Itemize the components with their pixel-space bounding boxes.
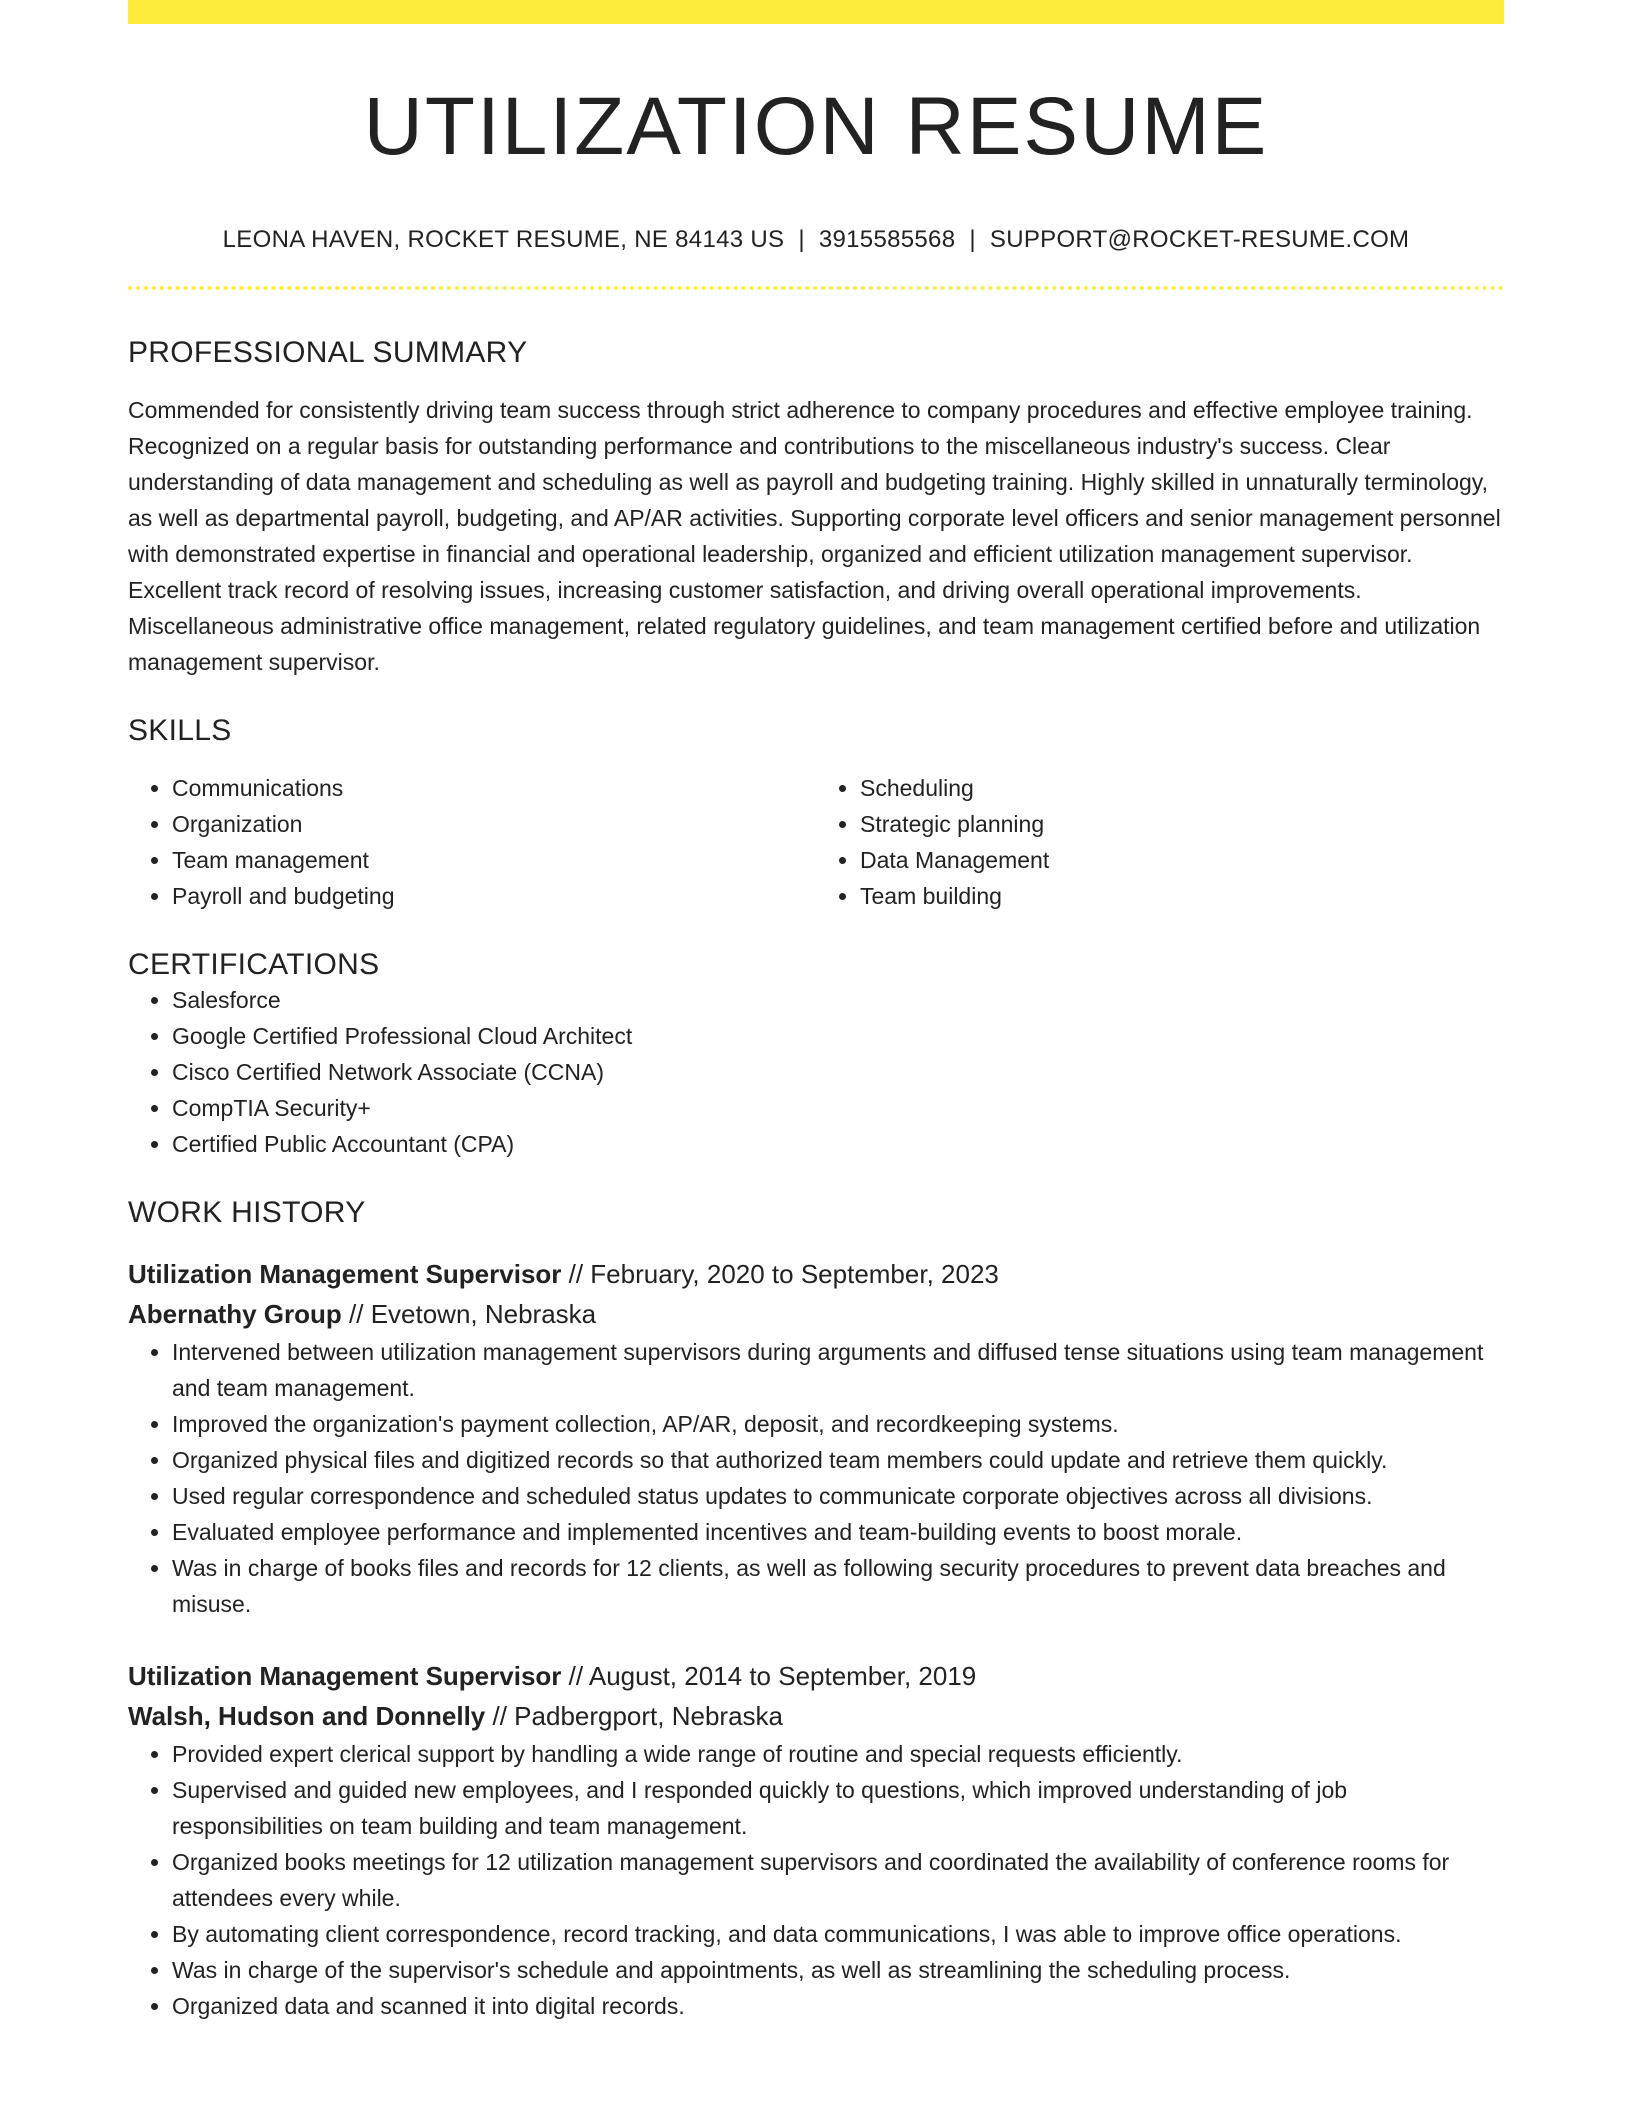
skill-item: • Payroll and budgeting: [172, 878, 816, 914]
job-title-line: [128, 1656, 1504, 1696]
certifications-heading: CERTIFICATIONS: [128, 948, 380, 982]
job-company: Abernathy Group: [128, 1299, 342, 1330]
contact-line: [128, 226, 1504, 254]
contact-phone: 3915585568: [818, 226, 956, 254]
skill-item: • Communications: [172, 770, 816, 806]
certification-item: • Salesforce: [172, 982, 1504, 1018]
job-dates: // February, 2020 to September, 2023: [561, 1259, 999, 1290]
certification-item: • CompTIA Security+: [172, 1090, 1504, 1126]
job-bullet-list: [128, 1736, 1504, 2024]
skills-list-right: [816, 770, 1504, 914]
summary-section: [128, 336, 1504, 680]
dotted-divider: [128, 286, 1504, 290]
job-company-line: [128, 1294, 1504, 1334]
skills-column-left: [128, 770, 816, 914]
job-title-line: [128, 1254, 1504, 1294]
resume-page: [128, 0, 1504, 2024]
certification-item: • Google Certified Professional Cloud Architect: [172, 1018, 1504, 1054]
summary-text: Commended for consistently driving team success through strict adherence to company procedures and effective employee training. Recognized on a regular basis for outstanding performance and contributions to the miscellaneous industry's success. Clear understanding of data management and scheduling as well as payroll and budgeting training. Highly skilled in unnaturally terminology, as well as departmental payroll, budgeting, and AP/AR activities. Supporting corporate level officers and senior management personnel with demonstrated expertise in financial and operational leadership, organized and efficient utilization management supervisor. Excellent track record of resolving issues, increasing customer satisfaction, and driving overall operational improvements. Miscellaneous administrative office management, related regulatory guidelines, and team management certified before and utilization management supervisor.: [128, 397, 1501, 676]
contact-email: SUPPORT@ROCKET-RESUME.COM: [989, 226, 1410, 254]
job-bullet: • Was in charge of the supervisor's schedule and appointments, as well as streamlining the scheduling process.: [172, 1952, 1504, 1988]
job-title: Utilization Management Supervisor: [128, 1661, 562, 1692]
job-bullet: • Used regular correspondence and scheduled status updates to communicate corporate objectives across all divisions.: [172, 1478, 1504, 1514]
skill-item: • Team management: [172, 842, 816, 878]
contact-separator: |: [798, 226, 805, 254]
accent-top-bar: [128, 0, 1504, 24]
job-bullet-list: [128, 1334, 1504, 1622]
skills-column-right: [816, 770, 1504, 914]
summary-heading: PROFESSIONAL SUMMARY: [128, 336, 528, 370]
certification-item: • Certified Public Accountant (CPA): [172, 1126, 1504, 1162]
skill-item: • Scheduling: [860, 770, 1504, 806]
job-bullet: • Evaluated employee performance and implemented incentives and team-building events to boost morale.: [172, 1514, 1504, 1550]
job-bullet: • Improved the organization's payment collection, AP/AR, deposit, and recordkeeping systems.: [172, 1406, 1504, 1442]
contact-address: LEONA HAVEN, ROCKET RESUME, NE 84143 US: [222, 226, 785, 254]
job-title: Utilization Management Supervisor: [128, 1259, 562, 1290]
skill-item: • Team building: [860, 878, 1504, 914]
job-bullet: • Was in charge of books files and records for 12 clients, as well as following security procedures to prevent data breaches and misuse.: [172, 1550, 1504, 1622]
job-bullet: • Organized books meetings for 12 utilization management supervisors and coordinated the availability of conference rooms for attendees every while.: [172, 1844, 1504, 1916]
job-company-line: [128, 1696, 1504, 1736]
skills-grid: [128, 770, 1504, 914]
skills-list-left: [128, 770, 816, 914]
job-bullet: • Organized data and scanned it into digital records.: [172, 1988, 1504, 2024]
contact-separator: |: [969, 226, 976, 254]
job-dates: // August, 2014 to September, 2019: [561, 1661, 977, 1692]
work-history-section: [128, 1196, 1504, 2024]
skill-item: • Organization: [172, 806, 816, 842]
skill-item: • Data Management: [860, 842, 1504, 878]
job-entry: [128, 1254, 1504, 1622]
certifications-section: [128, 948, 1504, 1162]
job-bullet: • Organized physical files and digitized records so that authorized team members could update and retrieve them quickly.: [172, 1442, 1504, 1478]
job-bullet: • Intervened between utilization management supervisors during arguments and diffused tense situations using team management and team management.: [172, 1334, 1504, 1406]
certification-item: • Cisco Certified Network Associate (CCNA): [172, 1054, 1504, 1090]
job-company: Walsh, Hudson and Donnelly: [128, 1701, 486, 1732]
job-bullet: • By automating client correspondence, record tracking, and data communications, I was able to improve office operations.: [172, 1916, 1504, 1952]
job-bullet: • Provided expert clerical support by handling a wide range of routine and special requests efficiently.: [172, 1736, 1504, 1772]
skill-item: • Strategic planning: [860, 806, 1504, 842]
skills-heading: SKILLS: [128, 714, 232, 748]
resume-title: UTILIZATION RESUME: [363, 81, 1269, 172]
skills-section: [128, 714, 1504, 914]
job-location: // Padbergport, Nebraska: [485, 1701, 783, 1732]
job-bullet: • Supervised and guided new employees, and I responded quickly to questions, which improved understanding of job responsibilities on team building and team management.: [172, 1772, 1504, 1844]
job-location: // Evetown, Nebraska: [341, 1299, 597, 1330]
work-history-heading: WORK HISTORY: [128, 1196, 366, 1230]
job-entry: [128, 1656, 1504, 2024]
certifications-list: [128, 982, 1504, 1162]
